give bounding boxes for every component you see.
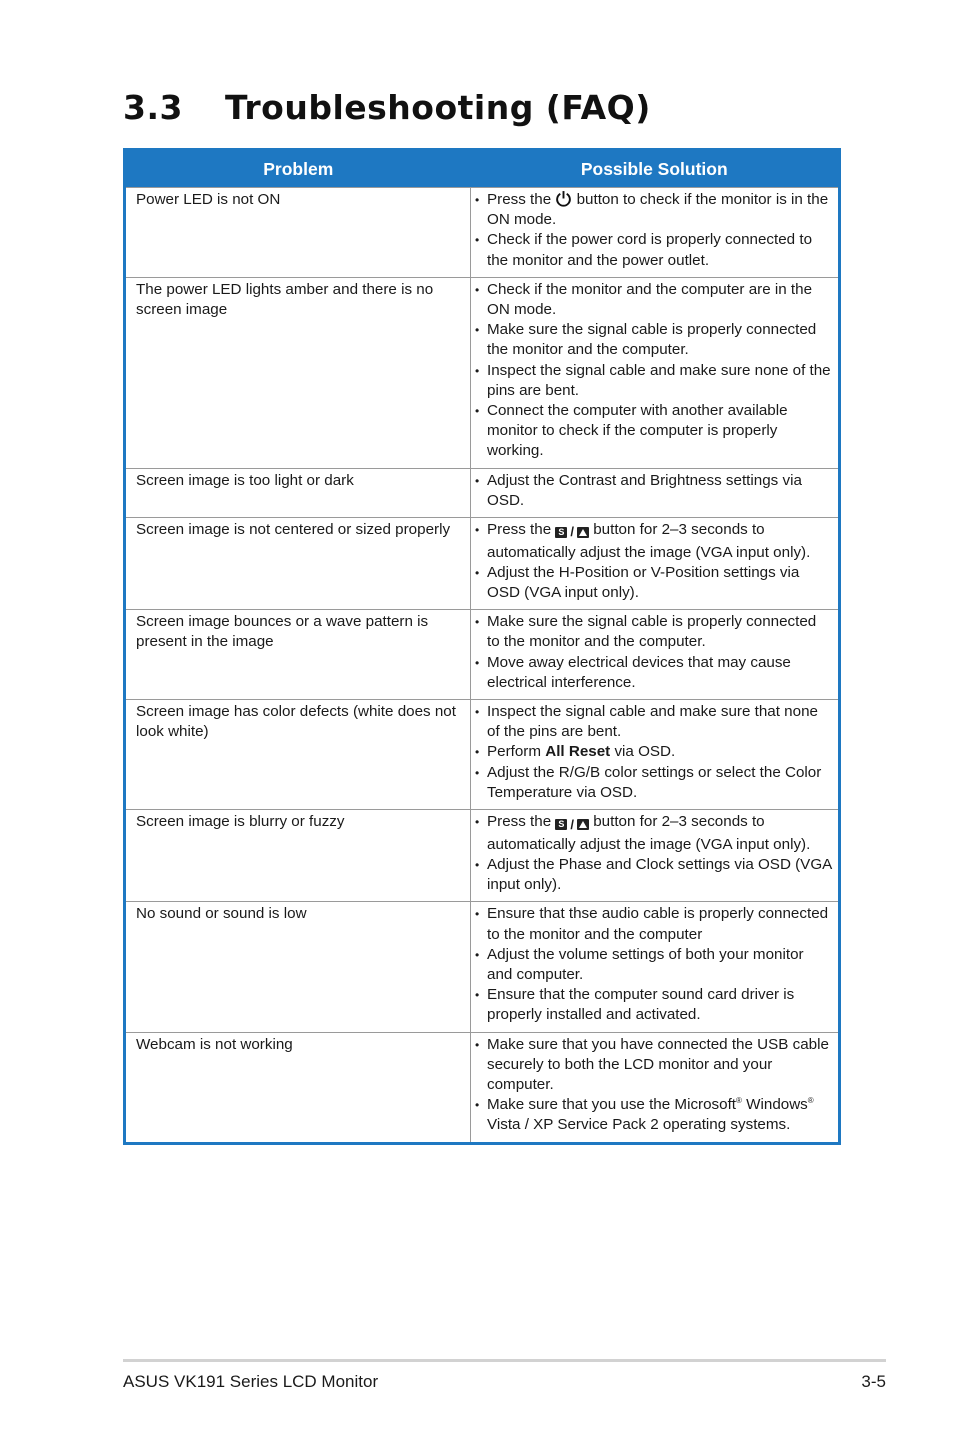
bullet: •: [475, 705, 480, 720]
solution-item: [475, 190, 832, 230]
table-row: [125, 188, 840, 278]
solution-item: [475, 653, 832, 693]
bullet: •: [475, 947, 480, 962]
registered-mark: ®: [736, 1096, 742, 1106]
bullet: •: [475, 1098, 480, 1113]
problem-cell: No sound or sound is low: [125, 902, 471, 1032]
solution-item: [475, 230, 832, 270]
faq-table-body: [125, 188, 840, 1144]
solution-list: [475, 520, 832, 603]
problem-cell: Screen image is blurry or fuzzy: [125, 810, 471, 902]
solution-text: Adjust the volume settings of both your monitor and computer.: [487, 945, 804, 983]
solution-list: [475, 612, 832, 693]
bullet: •: [475, 473, 480, 488]
bullet: •: [475, 565, 480, 580]
solution-item: [475, 563, 832, 603]
solution-text-pre: Perform: [487, 743, 546, 761]
table-row: [125, 1032, 840, 1143]
solution-text-post: Vista / XP Service Pack 2 operating systems.: [487, 1116, 791, 1134]
bullet: •: [475, 815, 480, 830]
section-title: Troubleshooting (FAQ): [225, 88, 651, 127]
solution-item: [475, 280, 832, 320]
solution-item: [475, 985, 832, 1025]
solution-item: [475, 1095, 832, 1135]
menu-auto-button-icons: [555, 522, 589, 542]
solution-cell: [471, 188, 840, 278]
bold-term: All Reset: [545, 743, 611, 761]
power-icon: [555, 190, 572, 207]
solution-item: [475, 320, 832, 360]
solution-list: [475, 904, 832, 1025]
table-row: [125, 518, 840, 610]
bullet: •: [475, 1037, 480, 1052]
problem-cell: Power LED is not ON: [125, 188, 471, 278]
solution-text-pre: Press the: [487, 521, 556, 539]
solution-text: Check if the monitor and the computer are in the ON mode.: [487, 280, 813, 319]
solution-cell: [471, 518, 840, 610]
registered-mark: ®: [807, 1096, 814, 1106]
s-button-icon: S: [555, 527, 567, 538]
footer-divider: [123, 1359, 886, 1362]
solution-text-pre: Press the: [487, 191, 556, 208]
column-header-problem: Problem: [125, 150, 471, 188]
solution-text: Adjust the Phase and Clock settings via OSD (VGA input only).: [487, 855, 832, 894]
bullet: •: [475, 907, 480, 922]
table-row: [125, 810, 840, 902]
bullet: •: [475, 523, 480, 538]
solution-item: [475, 1035, 832, 1096]
solution-text: Ensure that the computer sound card driver is properly installed and activated.: [487, 986, 795, 1024]
solution-list: [475, 812, 832, 895]
bullet: •: [475, 323, 480, 338]
solution-item: [475, 361, 832, 401]
solution-item: [475, 702, 832, 742]
solution-text: Adjust the Contrast and Brightness settings via OSD.: [487, 471, 802, 509]
solution-text: Move away electrical devices that may cause electrical interference.: [487, 653, 791, 691]
solution-list: [475, 702, 832, 803]
solution-text: Connect the computer with another available monitor to check if the computer is properly working.: [487, 402, 788, 460]
solution-text-post: button for 2–3 seconds to automatically adjust the image (VGA input only).: [487, 521, 811, 561]
table-row: [125, 700, 840, 810]
auto-adjust-button-icon: [577, 819, 589, 830]
solution-text-post: button to check if the monitor is in the ON mode.: [487, 191, 829, 229]
problem-cell: The power LED lights amber and there is no screen image: [125, 277, 471, 468]
solution-cell: [471, 468, 840, 517]
bullet: •: [475, 193, 480, 207]
bullet: •: [475, 988, 480, 1003]
bullet: •: [475, 404, 480, 419]
bullet: •: [475, 615, 480, 630]
solution-text-pre: Press the: [487, 813, 556, 831]
menu-auto-button-icons: [555, 815, 589, 835]
solution-text-post: button for 2–3 seconds to automatically adjust the image (VGA input only).: [487, 813, 811, 853]
bullet: •: [475, 745, 480, 760]
solution-item: [475, 855, 832, 895]
problem-cell: Webcam is not working: [125, 1032, 471, 1143]
bullet: •: [475, 363, 480, 378]
solution-text-post: via OSD.: [610, 743, 676, 761]
slash-separator: /: [570, 524, 574, 540]
problem-cell: Screen image bounces or a wave pattern is present in the image: [125, 610, 471, 700]
problem-cell: Screen image is not centered or sized properly: [125, 518, 471, 610]
solution-text: Make sure that you have connected the USB cable securely to both the LCD monitor and your computer.: [487, 1035, 829, 1093]
solution-text: Inspect the signal cable and make sure none of the pins are bent.: [487, 361, 831, 399]
solution-cell: [471, 902, 840, 1032]
bullet: •: [475, 765, 480, 780]
solution-item: [475, 763, 832, 803]
table-row: [125, 468, 840, 517]
solution-cell: [471, 700, 840, 810]
solution-item: [475, 401, 832, 462]
table-row: [125, 277, 840, 468]
solution-item: [475, 904, 832, 944]
slash-separator: /: [570, 816, 574, 832]
solution-item: [475, 471, 832, 511]
bullet: •: [475, 233, 480, 248]
solution-cell: [471, 277, 840, 468]
page-title: [123, 88, 651, 127]
solution-list: [475, 190, 832, 271]
column-header-solution: Possible Solution: [471, 150, 840, 188]
solution-cell: [471, 610, 840, 700]
solution-list: [475, 471, 832, 511]
solution-text: Adjust the R/G/B color settings or select the Color Temperature via OSD.: [487, 763, 822, 801]
solution-text-mid: Windows: [741, 1096, 808, 1114]
problem-cell: Screen image has color defects (white does not look white): [125, 700, 471, 810]
solution-item: [475, 945, 832, 985]
solution-item: [475, 612, 832, 652]
footer-product-name: ASUS VK191 Series LCD Monitor: [123, 1372, 379, 1391]
bullet: •: [475, 282, 480, 297]
solution-item: [475, 520, 832, 563]
solution-text-pre: Make sure that you use the Microsoft: [487, 1096, 737, 1114]
solution-text: Ensure that thse audio cable is properly connected to the monitor and the computer: [487, 905, 829, 943]
problem-cell: Screen image is too light or dark: [125, 468, 471, 517]
table-row: [125, 610, 840, 700]
footer-page-number: 3-5: [861, 1372, 886, 1391]
solution-text: Make sure the signal cable is properly connected to the monitor and the computer.: [487, 613, 817, 651]
bullet: •: [475, 655, 480, 670]
faq-table: [123, 148, 841, 1145]
solution-text: Make sure the signal cable is properly connected the monitor and the computer.: [487, 321, 817, 359]
auto-adjust-button-icon: [577, 527, 589, 538]
solution-cell: [471, 810, 840, 902]
solution-cell: [471, 1032, 840, 1143]
table-row: [125, 902, 840, 1032]
table-header-row: [125, 150, 840, 188]
solution-text: Check if the power cord is properly connected to the monitor and the power outlet.: [487, 231, 813, 269]
solution-list: [475, 280, 832, 462]
solution-list: [475, 1035, 832, 1136]
solution-item: [475, 812, 832, 855]
solution-text: Inspect the signal cable and make sure that none of the pins are bent.: [487, 703, 818, 741]
bullet: •: [475, 857, 480, 872]
solution-item: [475, 742, 832, 762]
s-button-icon: S: [555, 819, 567, 830]
section-number: 3.3: [123, 88, 183, 127]
solution-text: Adjust the H-Position or V-Position settings via OSD (VGA input only).: [487, 563, 800, 602]
